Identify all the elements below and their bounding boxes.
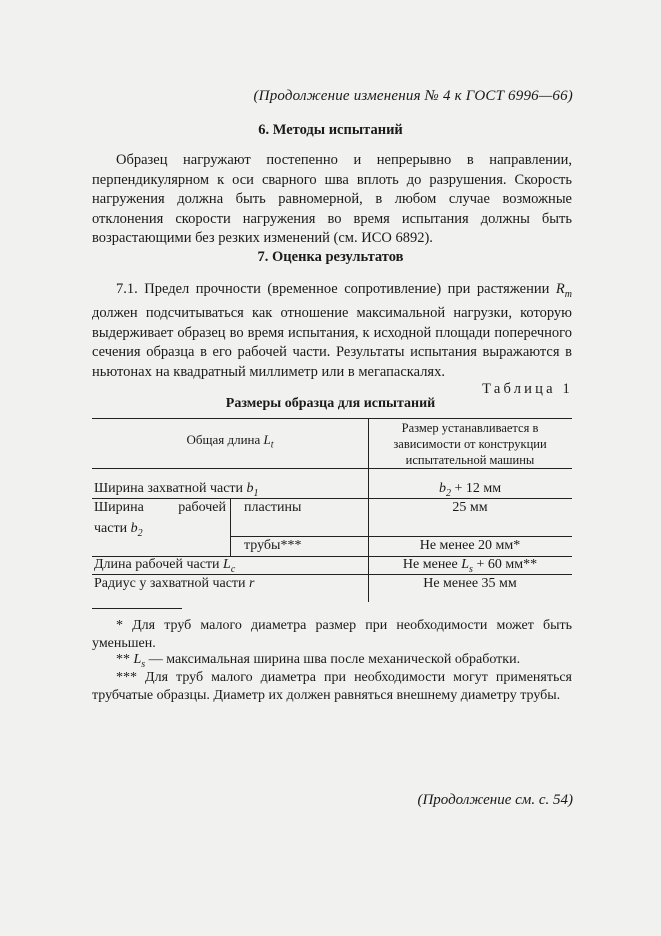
table-title: Размеры образца для испытаний: [225, 396, 436, 411]
continuation-header: (Продолжение изменения № 4 к ГОСТ 6996—66): [253, 88, 573, 104]
row-radius-label: Радиус у захватной части r: [94, 576, 255, 591]
header-total-length: Общая длина $L_t$: [186, 432, 274, 451]
row-grip-width-value: $b_2 + 12$ мм: [438, 481, 502, 499]
footnote-divider: [92, 608, 182, 609]
section-7-text: [92, 280, 572, 382]
row-radius-value: Не менее 35 мм: [423, 576, 517, 591]
row-work-length-value: Не менее $L_s + 60$ мм**: [402, 557, 538, 575]
row-grip-width-label: Ширина захватной части $b_1$: [94, 481, 259, 499]
row-work-length-label: Длина рабочей части $L_c$: [94, 557, 236, 575]
row-work-width-label-1: Ширина рабочей: [94, 500, 226, 515]
table-label: Таблица 1: [482, 381, 573, 397]
footnote-3: *** Для труб малого диаметра при необходимости могут применяться трубчатые образцы. Диаметр их должен равняться внешнему диаметру трубы.: [92, 670, 572, 703]
footnote-2: ** $L_s$ — максимальная ширина шва после механической обработки.: [116, 652, 521, 670]
continuation-footer: (Продолжение см. с. 54): [417, 792, 573, 808]
section-6-text: Образец нагружают постепенно и непрерывно в направлении, перпендикулярном к оси сварного шва вплоть до разрушения. Скорость нагружения должна быть равномерной, в любом случае возможные отклонения скорости нагружения во время испытания должны быть возрастающими без резких изменений (см. ИСО 6892).: [92, 152, 572, 246]
row-work-width-label-2: части $b_2$: [94, 521, 143, 539]
section-7-title: 7. Оценка результатов: [257, 249, 404, 265]
row-tubes-label: трубы***: [244, 538, 302, 553]
row-tubes-value: Не менее 20 мм*: [419, 538, 521, 553]
section-6-title: 6. Методы испытаний: [258, 122, 403, 138]
row-plates-value: 25 мм: [452, 500, 488, 515]
section-7-text-rest: должен подсчитываться как отношение максимальной нагрузки, которую выдерживает образец во время испытания, к исходной площади поперечного сечения образца в его рабочей части. Результаты испытания выражаются в ньютонах на квадратный миллиметр или в мегапаскалях.: [92, 305, 572, 380]
header-size-note: Размер устанавливается в зависимости от конструкции испытательной машины: [393, 421, 547, 467]
footnote-1: * Для труб малого диаметра размер при необходимости может быть уменьшен.: [92, 618, 572, 651]
section-7-text-start: 7.1. Предел прочности (временное сопротивление) при растяжении: [116, 281, 550, 297]
row-plates-label: пластины: [244, 500, 302, 515]
symbol-rm: $R_m$: [555, 281, 572, 300]
